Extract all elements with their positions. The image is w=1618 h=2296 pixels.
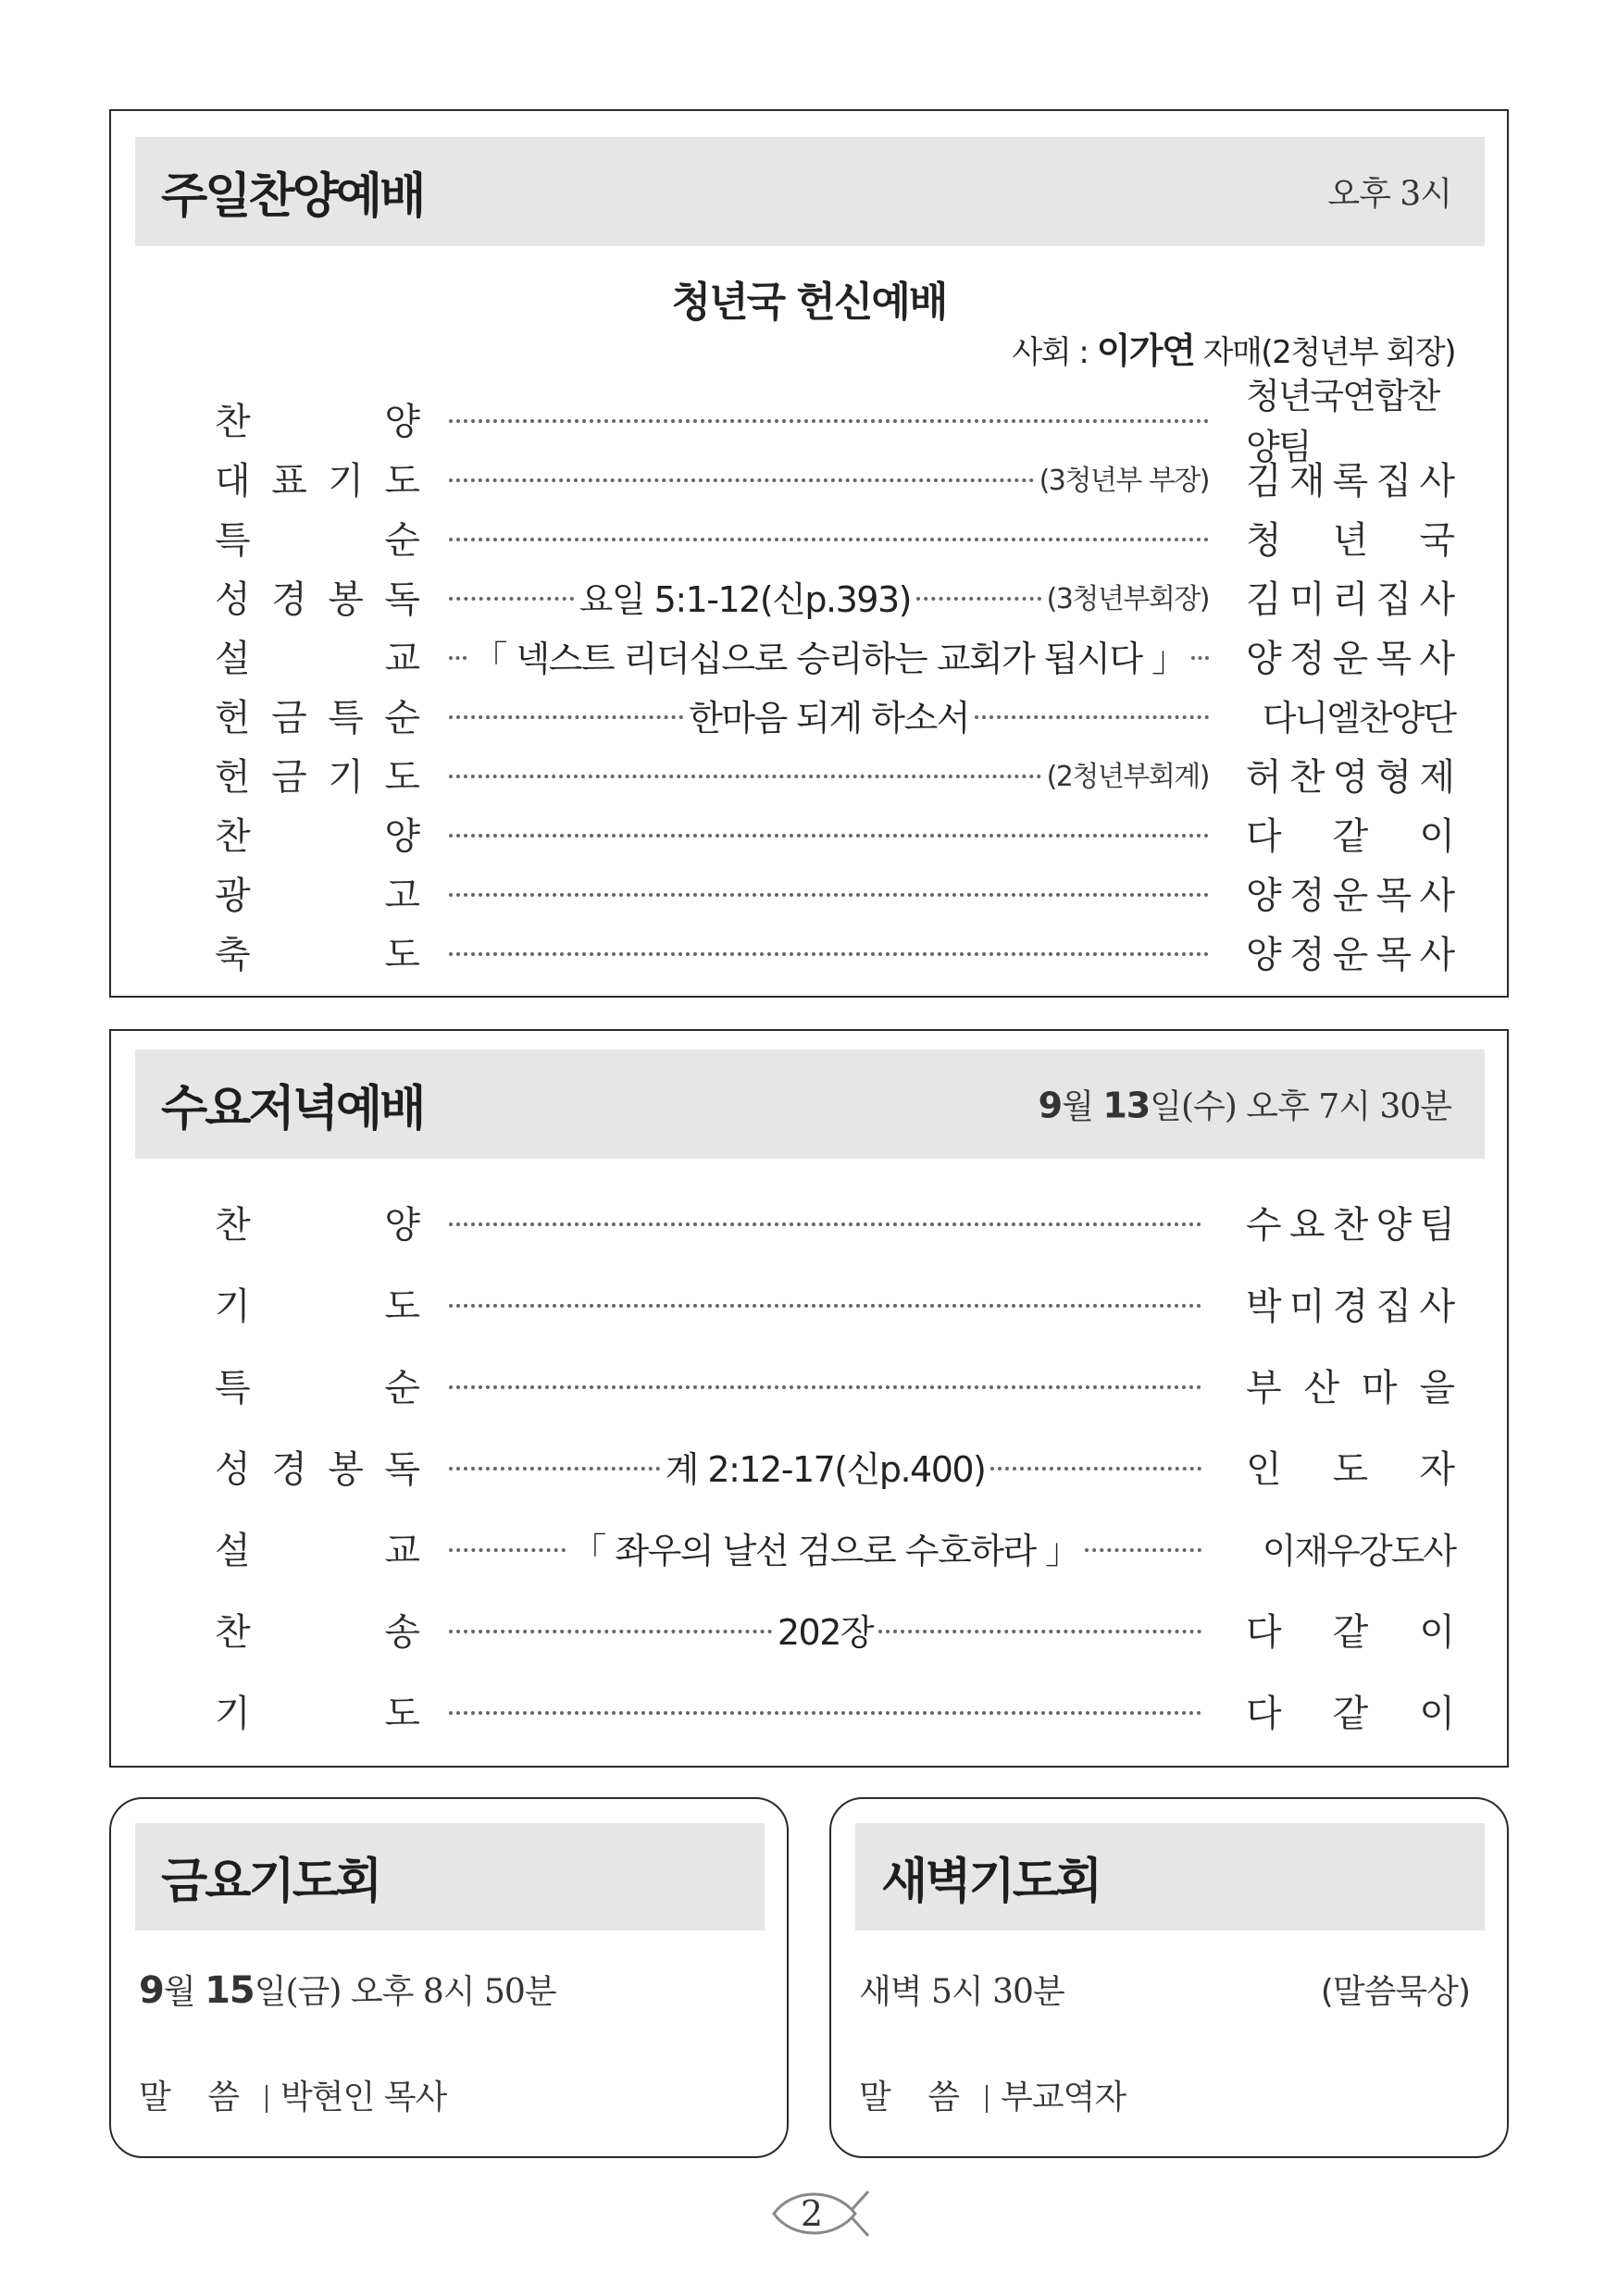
order-item-person: 수 요 찬 양 팀 (1246, 1203, 1455, 1247)
dawn-prayer-note: (말씀묵상) (1320, 1973, 1470, 2011)
order-item-content: 「 좌우의 날선 검으로 수호하라 」 (571, 1530, 1079, 1571)
order-item-label: 찬 양 (215, 400, 420, 443)
dawn-prayer-box (829, 1797, 1509, 2158)
order-item-leader (449, 1438, 1201, 1494)
word-label: 말 씀 (859, 2079, 973, 2116)
order-item-person: 이재우강도사 (1262, 1530, 1455, 1571)
dawn-prayer-speaker-line (859, 2071, 1126, 2118)
order-item-leader (449, 1682, 1201, 1738)
order-row (111, 1357, 1507, 1412)
order-item-content: 202장 (777, 1611, 874, 1653)
sunday-service-header (135, 137, 1485, 246)
order-item-person: 다 같 이 (1246, 1610, 1455, 1654)
friday-prayer-title: 금요기도회 (161, 1854, 380, 1910)
order-item-label: 특 순 (215, 518, 420, 562)
order-row (111, 746, 1507, 801)
order-item-content: 「 넥스트 리더십으로 승리하는 교회가 됩시다 」 (472, 638, 1186, 679)
leader-name: 이가연 (1096, 330, 1195, 371)
order-row (111, 864, 1507, 920)
order-item-label: 광 고 (215, 874, 420, 917)
order-row (111, 1682, 1507, 1738)
order-item-person: 다 같 이 (1246, 1692, 1455, 1735)
order-row (111, 805, 1507, 861)
order-row (111, 1520, 1507, 1575)
order-item-person: 양 정 운 목 사 (1246, 933, 1455, 976)
order-row (111, 687, 1507, 742)
word-label: 말 씀 (139, 2079, 253, 2116)
sunday-service-time: 오후 3시 (1327, 175, 1451, 214)
dawn-speaker: 부교역자 (1001, 2079, 1126, 2116)
order-item-leader (449, 627, 1209, 683)
wednesday-service-header (135, 1049, 1485, 1159)
wednesday-service-time: 9월 13일(수) 오후 7시 30분 (1038, 1085, 1451, 1126)
friday-prayer-date: 9월 15일(금) 오후 8시 50분 (139, 1969, 556, 2012)
order-item-leader (449, 1520, 1201, 1575)
order-item-note: (3청년부회장) (1046, 583, 1209, 615)
order-item-label: 기 도 (215, 1692, 420, 1735)
friday-speaker: 박현인 목사 (280, 2079, 447, 2116)
order-item-person: 박 미 경 집 사 (1246, 1285, 1455, 1328)
order-item-leader (449, 1357, 1201, 1412)
order-item-label: 성 경 봉 독 (215, 1447, 420, 1491)
order-item-label: 대 표 기 도 (215, 459, 420, 503)
sunday-service-title: 주일찬양예배 (161, 168, 424, 225)
order-row (111, 1194, 1507, 1249)
order-item-label: 성 경 봉 독 (215, 577, 420, 621)
leader-suffix: 자매(2청년부 회장) (1194, 334, 1455, 371)
page-number-badge (770, 2184, 872, 2243)
order-item-person: 부 산 마 을 (1246, 1366, 1455, 1409)
order-item-note: (3청년부 부장) (1039, 465, 1209, 497)
order-item-leader (449, 1194, 1201, 1249)
order-item-person: 다 같 이 (1246, 814, 1455, 858)
order-item-leader (449, 391, 1209, 446)
order-item-leader (449, 509, 1209, 565)
dawn-prayer-header (855, 1823, 1485, 1930)
order-item-label: 축 도 (215, 933, 420, 976)
order-item-content: 한마음 되게 하소서 (689, 697, 969, 738)
order-item-leader (449, 1275, 1201, 1331)
order-item-label: 찬 양 (215, 1203, 420, 1247)
order-item-leader (449, 568, 1209, 624)
order-row (111, 1438, 1507, 1494)
order-item-person: 김 재 록 집 사 (1246, 459, 1455, 503)
friday-prayer-speaker-line (139, 2071, 446, 2118)
order-row (111, 450, 1507, 505)
order-row (111, 376, 1507, 467)
order-row (111, 1275, 1507, 1331)
order-item-label: 특 순 (215, 1366, 420, 1409)
order-item-person: 청 년 국 (1246, 518, 1455, 562)
friday-prayer-box (109, 1797, 789, 2158)
order-item-person: 인 도 자 (1246, 1447, 1455, 1491)
dawn-prayer-time: 새벽 5시 30분 (859, 1973, 1064, 2011)
order-item-label: 설 교 (215, 637, 420, 680)
order-item-label: 찬 양 (215, 814, 420, 858)
friday-prayer-header (135, 1823, 765, 1930)
order-row (111, 627, 1507, 683)
order-item-leader (449, 687, 1209, 742)
order-row (111, 924, 1507, 979)
order-item-leader (449, 805, 1209, 861)
order-item-leader (449, 746, 1209, 801)
order-item-content: 계 2:12-17(신p.400) (665, 1448, 986, 1490)
order-row (111, 1601, 1507, 1657)
separator (986, 2085, 988, 2113)
order-item-person: 다니엘찬양단 (1262, 697, 1455, 738)
order-item-label: 찬 송 (215, 1610, 420, 1654)
order-item-leader (449, 864, 1209, 920)
dawn-prayer-title: 새벽기도회 (881, 1854, 1101, 1910)
sunday-service-leader (1012, 322, 1455, 373)
order-item-label: 기 도 (215, 1285, 420, 1328)
order-item-person: 김 미 리 집 사 (1246, 577, 1455, 621)
order-item-label: 설 교 (215, 1529, 420, 1572)
order-item-leader (449, 924, 1209, 979)
sunday-service-subtitle: 청년국 헌신예배 (671, 279, 947, 326)
order-item-person: 허 찬 영 형 제 (1246, 755, 1455, 799)
page-number: 2 (800, 2193, 824, 2234)
order-item-content: 요일 5:1-12(신p.393) (579, 578, 911, 620)
order-item-leader (449, 1601, 1201, 1657)
order-item-person: 양 정 운 목 사 (1246, 874, 1455, 917)
wednesday-service-box (109, 1029, 1509, 1768)
order-item-leader (449, 450, 1209, 505)
leader-prefix: 사회 : (1012, 334, 1097, 371)
order-item-note: (2청년부회계) (1046, 761, 1209, 793)
order-item-person: 청년국연합찬양팀 (1246, 376, 1439, 467)
wednesday-service-title: 수요저녁예배 (161, 1081, 424, 1137)
order-item-label: 헌 금 특 순 (215, 696, 420, 739)
sunday-service-box (109, 109, 1509, 998)
order-item-label: 헌 금 기 도 (215, 755, 420, 799)
separator (266, 2085, 268, 2113)
order-item-person: 양 정 운 목 사 (1246, 637, 1455, 680)
order-row (111, 568, 1507, 624)
order-row (111, 509, 1507, 565)
